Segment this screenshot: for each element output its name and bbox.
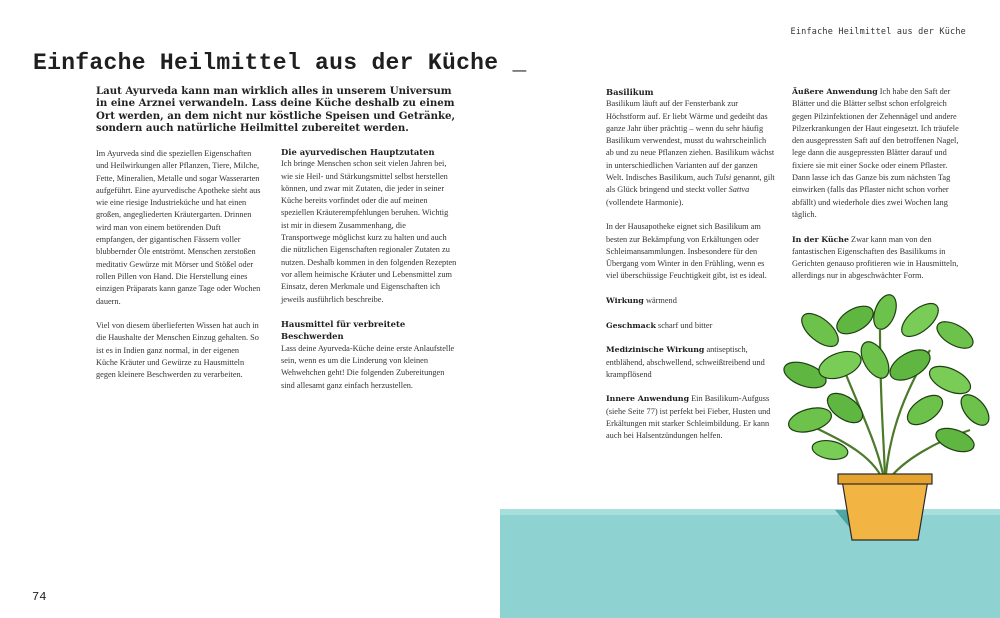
column-1-paragraph-2: Viel von diesem überlieferten Wissen hat auch in die Haushalte der Menschen Einzug gehalten. So ist es in Indien ganz normal, in der eigenen Küche Kräuter und Gewürze zu Hausmitteln gegen kleinere Beschwerden zu verarbeiten. (96, 321, 259, 380)
column-2-paragraph-1: Ich bringe Menschen schon seit vielen Jahren bei, wie sie Heil- und Stärkungsmittel selbst herstellen können, und zwar mit Zutaten, die jeder in seiner Küche bereits vorfindet oder die auf meinen speziellen Kräuterempfehlungen beruhen. Wichtig ist mir in diesem Zusammenhang, die Transportwege möglichst kurz zu halten und auch die nützlichen Eigenschaften regionaler Zutaten zu nutzen. Deshalb kommen in den folgenden Rezepten vor allem heimische Kräuter und Lebensmittel zum Einsatz, deren Merkmale und Eigenschaften ich jeweils ausführlich beschreibe. (281, 159, 457, 304)
sattva-term: Sattva (728, 185, 750, 195)
column-4 (792, 86, 967, 295)
basil-leaves (781, 292, 990, 462)
innere-anwendung-label: Innere Anwendung (606, 394, 690, 404)
column-2-paragraph-2: Lass deine Ayurveda-Küche deine erste Anlaufstelle sein, wenn es um die Linderung von kleinen Wehwehchen geht! Die folgenden Zubereitungen sind allesamt ganz einfach herzustellen. (281, 343, 455, 390)
basilikum-text-b: genannt, gilt als Glück bringend und steckt voller (606, 173, 775, 195)
basilikum-text-a: Basilikum läuft auf der Fensterbank zur Höchstform auf. Er liebt Wärme und gedeiht das ganze Jahr über prächtig – wenn du sehr häufig Basilikum verwendest, musst du wahrscheinlich ab und zu neue Pflanzen ziehen. Basilikum wächst in unterschiedlichen Varianten auf der ganzen Welt. Indisches Basilikum, auch (606, 99, 775, 183)
intro-paragraph: Laut Ayurveda kann man wirklich alles in unserem Universum in eine Arznei verwandeln. Lass deine Küche deshalb zu einem Ort werden, an dem nicht nur köstliche Speisen und Getränke, sondern auch natürliche Heilmittel zubereitet werden. (96, 85, 456, 134)
heading-hauptzutaten: Die ayurvedischen Hauptzutaten (281, 147, 435, 157)
wirkung-entry (606, 295, 776, 307)
medizinische-wirkung-label: Medizinische Wirkung (606, 345, 705, 355)
hausapotheke-paragraph: In der Hausapotheke eignet sich Basilikum am besten zur Bekämpfung von Erkältungen oder Schleimansammlungen. Insbesondere für den Übergang vom Winter in den Frühling, wenn es viel überschüssige Feuchtigkeit gibt, ist es ideal. (606, 222, 767, 281)
page-number: 74 (32, 590, 47, 604)
aeussere-anwendung-entry (792, 86, 967, 221)
geschmack-value: scharf und bitter (657, 320, 713, 330)
in-der-kueche-entry (792, 234, 967, 283)
running-header: Einfache Heilmittel aus der Küche (790, 27, 966, 37)
medizinische-wirkung-entry (606, 344, 776, 381)
aeussere-anwendung-label: Äußere Anwendung (792, 87, 878, 96)
aeussere-anwendung-value: Ich habe den Saft der Blätter und die Blätter selbst schon erfolgreich gegen Pilzinfektionen der Zehennägel und andere Pilzerkrankungen der Haut eingesetzt. Ich träufele den ausgepressten Saft auf den betroffenen Nagel, lege dann die ausgepressten Blätter darauf und fixiere sie mit einer Socke oder einem Pflaster. Dann lasse ich das Ganze bis zum nächsten Tag einwirken (falls das Pflaster nicht schon vorher abfällt) und wiederhole dies zwei Wochen lang täglich. (792, 87, 959, 219)
wirkung-value: wärmend (645, 296, 677, 306)
innere-anwendung-entry (606, 393, 776, 442)
in-der-kueche-value: Zwar kann man von den fantastischen Eigenschaften des Basilikums in Gerichten genauso profitieren wie in Hausmitteln, allerdings nur in abgeschwächter Form. (792, 234, 959, 281)
page-title: Einfache Heilmittel aus der Küche _ (33, 50, 527, 76)
wirkung-label: Wirkung (606, 296, 644, 306)
innere-anwendung-value: Ein Basilikum-Aufguss (siehe Seite 77) ist perfekt bei Fieber, Husten und Erkältungen mit starker Schleimbildung. Er kann auch bei Halsentzündungen helfen. (606, 394, 771, 441)
column-1 (96, 148, 261, 394)
geschmack-entry (606, 320, 776, 332)
heading-basilikum: Basilikum (606, 87, 654, 97)
heading-hausmittel: Hausmittel für verbreitete Beschwerden (281, 319, 406, 342)
column-1-paragraph-1: Im Ayurveda sind die speziellen Eigenschaften und Heilwirkungen aller Pflanzen, Tiere, Milche, Fette, Mineralien, Metalle und sogar Wasserarten aufgeführt. Eine ayurvedische Apotheke sieht aus wie eine riesige Industrieküche und hat einen großen, angegliederten Kräutergarten. Drinnen wird man von einem betörenden Duft empfangen, der gigantischen Fässern voller blubbernder Öle entströmt. Menschen zerstoßen meditativ Gewürze mit Mörser und Stößel oder rollen Pillen von Hand. Die Herstellung eines einzigen Präparats kann ganze Tage oder Wochen dauern. (96, 149, 261, 306)
pot-body (842, 480, 928, 540)
column-2 (281, 146, 457, 404)
basil-plant-illustration (780, 290, 990, 555)
tulsi-term: Tulsi (715, 173, 732, 183)
geschmack-label: Geschmack (606, 320, 656, 330)
basilikum-description (606, 98, 776, 209)
pot-rim (838, 474, 932, 484)
medizinische-wirkung-value: antiseptisch, entblähend, abschwellend, schweißtreibend und krampflösend (606, 345, 765, 379)
in-der-kueche-label: In der Küche (792, 234, 849, 244)
column-3 (606, 86, 776, 455)
basilikum-text-c: (vollendete Harmonie). (606, 197, 684, 207)
